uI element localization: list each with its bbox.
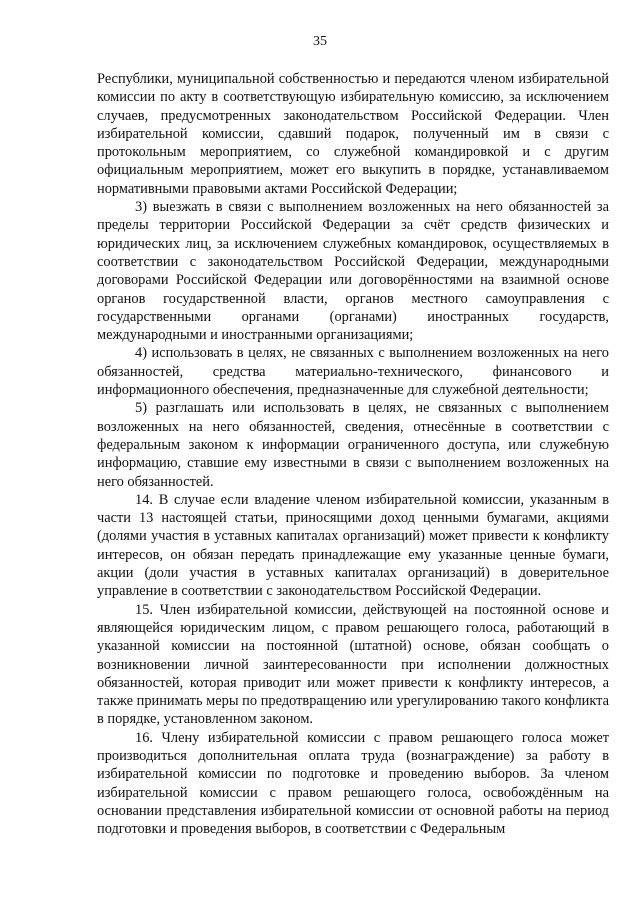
page-number: 35: [313, 34, 327, 49]
paragraph-part-16: 16. Члену избирательной комиссии с правом решающего голоса может производиться дополнительная оплата труда (вознаграждение) за работу в избирательной комиссии по подготовке и проведению выборов. За членом избирательной комиссии с правом решающего голоса, освобождённым на основании представления избирательной комиссии от основной работы на период подготовки и проведения выборов, в соответствии с Федеральным: [97, 729, 609, 838]
paragraph-item-4: 4) использовать в целях, не связанных с выполнением возложенных на него обязанностей, средства материально-технического, финансового и информационного обеспечения, предназначенные для служебной деятельности;: [97, 345, 609, 399]
document-body: [97, 70, 609, 838]
paragraph-part-14: 14. В случае если владение членом избирательной комиссии, указанным в части 13 настоящей статьи, приносящими доход ценными бумагами, акциями (долями участия в уставных капиталах организаций) может привести к конфликту интересов, он обязан передать принадлежащие ему указанные ценные бумаги, акции (доли участия в уставных капиталах организаций) в доверительное управление в соответствии с законодательством Российской Федерации.: [97, 491, 609, 600]
paragraph-item-3: 3) выезжать в связи с выполнением возложенных на него обязанностей за пределы территории Российской Федерации за счёт средств физических и юридических лиц, за исключением служебных командировок, осуществляемых в соответствии с законодательством Российской Федерации, международными договорами Российской Федерации или договорённостями на взаимной основе органов государственной власти, органов местного самоуправления с государственными органами (органами) иностранных государств, международными и иностранными организациями;: [97, 199, 609, 344]
paragraph-part-15: 15. Член избирательной комиссии, действующей на постоянной основе и являющейся юридическим лицом, с правом решающего голоса, работающий в указанной комиссии на постоянной (штатной) основе, обязан сообщать о возникновении личной заинтересованности при исполнении должностных обязанностей, которая приводит или может привести к конфликту интересов, а также принимать меры по предотвращению или урегулированию такого конфликта в порядке, установленном законом.: [97, 601, 609, 728]
paragraph-continuation: Республики, муниципальной собственностью и передаются членом избирательной комиссии по акту в соответствующую избирательную комиссию, за исключением случаев, предусмотренных законодательством Российской Федерации. Член избирательной комиссии, сдавший подарок, полученный им в связи с протокольным мероприятием, со служебной командировкой и с другим официальным мероприятием, может его выкупить в порядке, устанавливаемом нормативными правовыми актами Российской Федерации;: [97, 71, 609, 197]
paragraph-item-5: 5) разглашать или использовать в целях, не связанных с выполнением возложенных на него обязанностей, сведения, отнесённые в соответствии с федеральным законом к информации ограниченного доступа, или служебную информацию, ставшие ему известными в связи с выполнением возложенных на него обязанностей.: [97, 400, 609, 490]
